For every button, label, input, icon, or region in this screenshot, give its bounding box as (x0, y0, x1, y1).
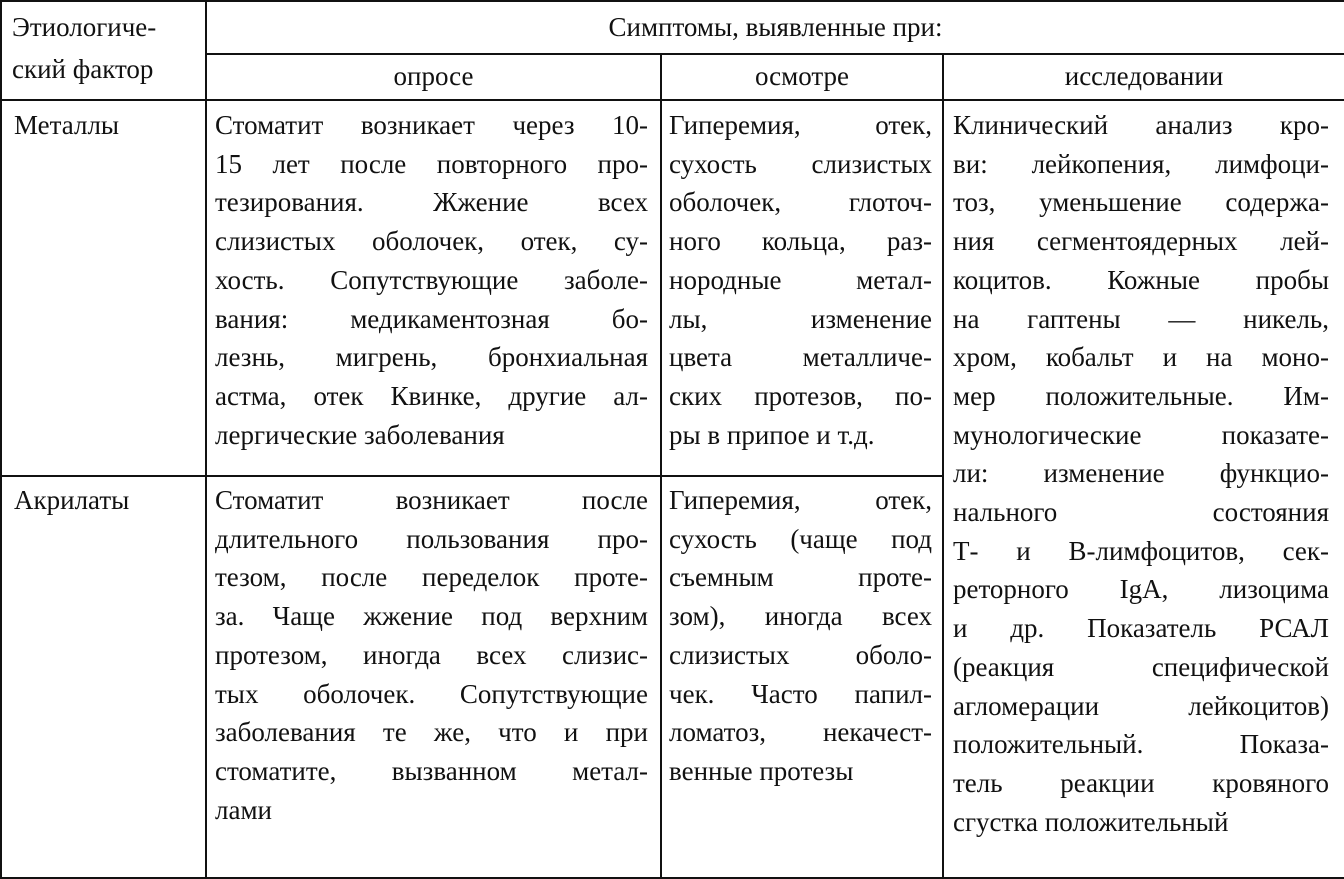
text-line: лергические заболевания (215, 419, 505, 450)
text-line: лами (215, 794, 272, 825)
text-line: длительного пользования про- (215, 523, 648, 554)
text-line: и др. Показатель РСАЛ (953, 613, 1329, 644)
text-line: Стоматит возникает после (215, 485, 648, 515)
table-border-top (0, 0, 1344, 2)
header-col-research: исследовании (1064, 61, 1224, 91)
text-line: съемным проте- (669, 562, 932, 593)
text-line: зом), иногда всех (669, 601, 932, 632)
text-line: на гаптены — никель, (953, 303, 1329, 334)
header-col-survey: опросе (393, 61, 474, 91)
table-border-header-inner (206, 53, 1344, 55)
text-line: сухость слизистых (669, 148, 932, 179)
text-line: вания: медикаментозная бо- (215, 303, 648, 334)
text-line: заболевания те же, что и при (215, 717, 648, 748)
table-border-col1 (205, 0, 207, 879)
text-line: нородные метал- (669, 264, 932, 295)
text-line: Стоматит возникает через 10- (215, 110, 648, 140)
text-line: слизистых оболочек, отек, су- (215, 226, 648, 257)
text-line: слизистых оболо- (669, 639, 932, 670)
text-line: мер положительные. Им- (953, 380, 1329, 411)
text-line: ли: изменение функцио- (953, 458, 1329, 489)
research-cell (953, 106, 1329, 841)
row-metals-factor: Металлы (14, 110, 120, 140)
table-border-left (0, 0, 2, 879)
header-factor-line: ский фактор (12, 54, 154, 84)
table-border-col3 (942, 53, 944, 879)
text-line: 15 лет после повторного про- (215, 148, 648, 179)
text-line: ры в припое и т.д. (669, 419, 875, 450)
text-line: Клинический анализ кро- (953, 110, 1329, 140)
text-line: Гиперемия, отек, (669, 485, 932, 515)
row-acrylates-survey (215, 481, 648, 829)
text-line: ния сегментоядерных лей- (953, 226, 1329, 257)
text-line: ного кольца, раз- (669, 226, 932, 257)
text-line: сгустка положительный (953, 806, 1229, 837)
text-line: тель реакции кровяного (953, 767, 1329, 798)
text-line: тоз, уменьшение содержа- (953, 187, 1329, 218)
text-line: ломатоз, некачест- (669, 717, 932, 748)
table-border-row-separator (0, 475, 943, 477)
table-border-header-bottom (0, 99, 1344, 101)
text-line: цвета металличе- (669, 342, 932, 373)
text-line: Т- и В-лимфоцитов, сек- (953, 535, 1329, 566)
header-factor-line: Этиологиче- (12, 12, 157, 42)
text-line: лы, изменение (669, 303, 932, 334)
text-line: ви: лейкопения, лимфоци- (953, 148, 1329, 179)
text-line: протезом, иногда всех слизис- (215, 639, 648, 670)
text-line: стоматите, вызванном метал- (215, 755, 648, 786)
row-acrylates-factor: Акрилаты (14, 485, 130, 515)
text-line: Гиперемия, отек, (669, 110, 932, 140)
text-line: положительный. Показа- (953, 729, 1329, 760)
row-metals-survey (215, 106, 648, 454)
text-line: реторного IgA, лизоцима (953, 574, 1329, 605)
row-metals-exam (669, 106, 932, 454)
text-line: мунологические показате- (953, 419, 1329, 450)
header-col-exam: осмотре (755, 61, 849, 91)
text-line: за. Чаще жжение под верхним (215, 601, 648, 632)
row-acrylates-exam (669, 481, 932, 791)
text-line: хость. Сопутствующие заболе- (215, 264, 648, 295)
table-border-col2 (660, 53, 662, 879)
text-line: тезирования. Жжение всех (215, 187, 648, 218)
text-line: коцитов. Кожные пробы (953, 264, 1329, 295)
text-line: сухость (чаще под (669, 523, 932, 554)
text-line: (реакция специфической (953, 651, 1329, 682)
text-line: оболочек, глоточ- (669, 187, 932, 218)
text-line: ских протезов, по- (669, 380, 932, 411)
text-line: агломерации лейкоцитов) (953, 690, 1329, 721)
text-line: хром, кобальт и на моно- (953, 342, 1329, 373)
text-line: нального состояния (953, 497, 1329, 528)
header-factor (12, 6, 202, 90)
text-line: астма, отек Квинке, другие ал- (215, 380, 648, 411)
text-line: тых оболочек. Сопутствующие (215, 678, 648, 709)
text-line: венные протезы (669, 755, 854, 786)
text-line: чек. Часто папил- (669, 678, 932, 709)
text-line: лезнь, мигрень, бронхиальная (215, 342, 648, 373)
text-line: тезом, после переделок проте- (215, 562, 648, 593)
header-symptoms-title: Симптомы, выявленные при: (608, 12, 943, 42)
